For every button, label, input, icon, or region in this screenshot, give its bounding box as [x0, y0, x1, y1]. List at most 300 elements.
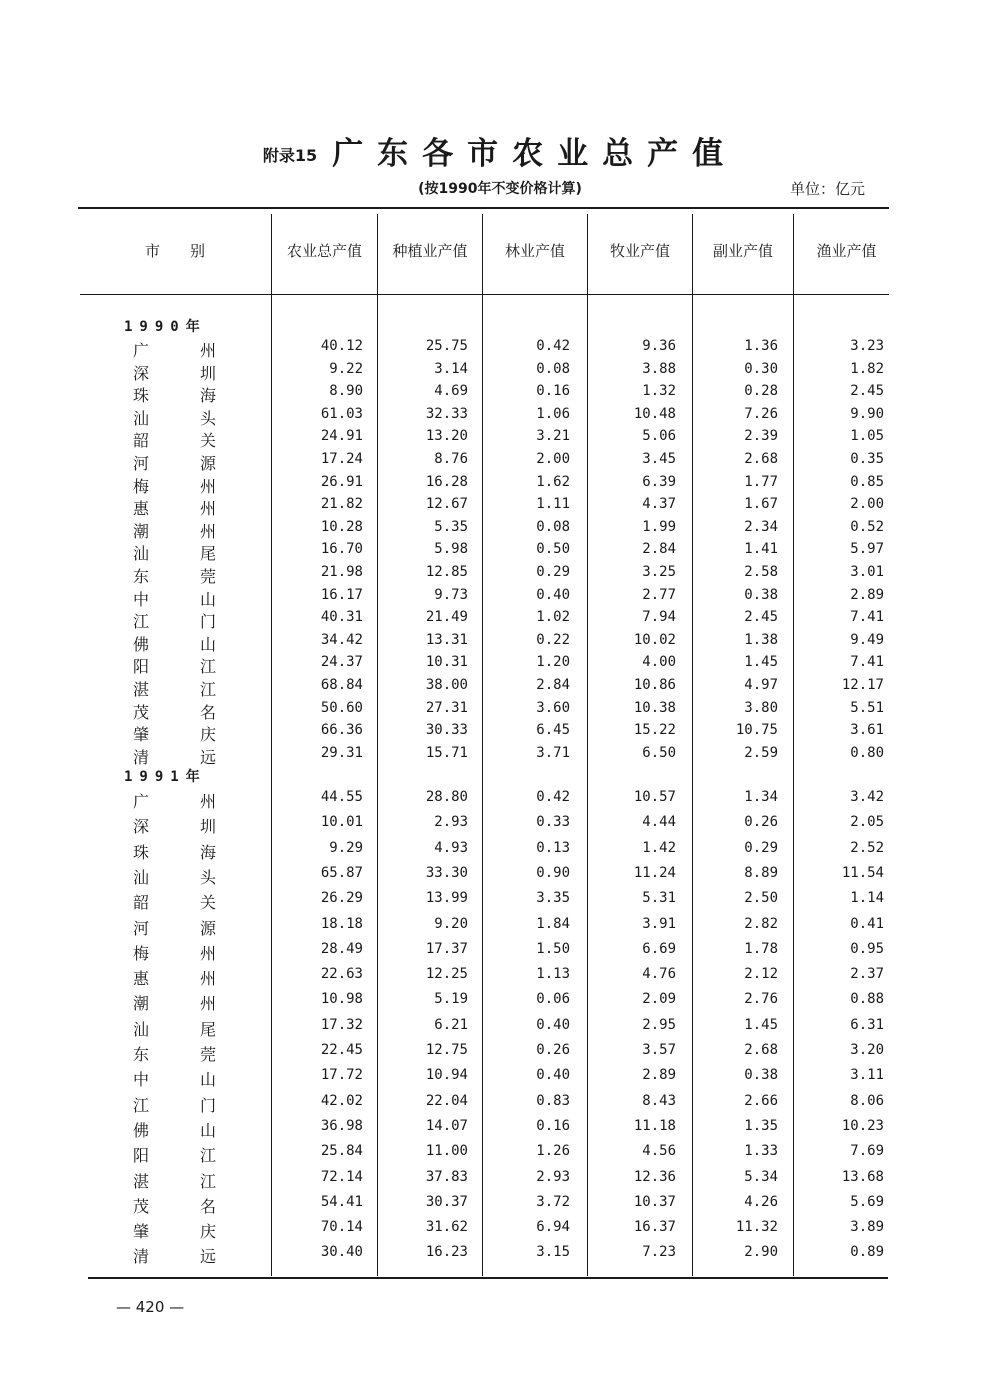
city-name-part: 关	[200, 431, 217, 450]
table-cell: 3.88	[642, 361, 676, 377]
table-cell: 0.83	[536, 1093, 570, 1109]
table-row	[0, 451, 1000, 473]
city-name-part: 梅	[133, 477, 150, 496]
table-row	[0, 700, 1000, 722]
table-cell: 2.84	[642, 541, 676, 557]
table-cell: 11.18	[633, 1118, 676, 1134]
table-cell: 0.30	[744, 361, 778, 377]
page-title	[0, 128, 1000, 173]
city-name-part: 湛	[133, 680, 150, 699]
table-row	[0, 814, 1000, 836]
table-cell: 1.14	[850, 890, 884, 906]
table-cell: 2.89	[850, 587, 884, 603]
table-cell: 11.54	[841, 865, 884, 881]
table-cell: 1.20	[536, 654, 570, 670]
table-cell: 12.75	[425, 1042, 468, 1058]
city-name-part: 茂	[133, 703, 150, 722]
table-cell: 6.39	[642, 474, 676, 490]
city-name-part: 州	[200, 477, 217, 496]
table-cell: 30.40	[320, 1244, 363, 1260]
year-heading: 1991年	[124, 769, 207, 785]
table-cell: 3.91	[642, 916, 676, 932]
table-row	[0, 1244, 1000, 1266]
city-name-part: 梅	[133, 944, 150, 963]
table-cell: 3.35	[536, 890, 570, 906]
table-cell: 0.16	[536, 1118, 570, 1134]
table-row	[0, 1118, 1000, 1140]
city-name-part: 广	[133, 341, 150, 360]
table-cell: 7.26	[744, 406, 778, 422]
city-name-part: 汕	[133, 868, 150, 887]
city-name-part: 潮	[133, 994, 150, 1013]
table-cell: 4.56	[642, 1143, 676, 1159]
city-name-part: 韶	[133, 431, 150, 450]
table-cell: 0.28	[744, 383, 778, 399]
city-name-part: 潮	[133, 522, 150, 541]
table-cell: 1.34	[744, 789, 778, 805]
table-cell: 0.35	[850, 451, 884, 467]
table-cell: 72.14	[320, 1169, 363, 1185]
table-cell: 2.39	[744, 428, 778, 444]
table-cell: 12.36	[633, 1169, 676, 1185]
table-cell: 42.02	[320, 1093, 363, 1109]
table-cell: 6.45	[536, 722, 570, 738]
table-cell: 5.51	[850, 700, 884, 716]
table-cell: 0.85	[850, 474, 884, 490]
table-cell: 3.71	[536, 745, 570, 761]
table-row	[0, 654, 1000, 676]
city-name-part: 肇	[133, 725, 150, 744]
table-cell: 28.80	[425, 789, 468, 805]
table-row	[0, 1017, 1000, 1039]
table-cell: 2.66	[744, 1093, 778, 1109]
top-rule	[78, 207, 889, 209]
table-cell: 29.31	[320, 745, 363, 761]
table-cell: 1.82	[850, 361, 884, 377]
table-cell: 0.40	[536, 587, 570, 603]
table-cell: 5.34	[744, 1169, 778, 1185]
city-name-part: 莞	[200, 567, 217, 586]
city-name-part: 头	[200, 868, 217, 887]
table-cell: 9.73	[434, 587, 468, 603]
table-cell: 8.90	[329, 383, 363, 399]
table-cell: 21.49	[425, 609, 468, 625]
city-name-part: 江	[200, 1146, 217, 1165]
table-row	[0, 1219, 1000, 1241]
city-name-part: 源	[200, 454, 217, 473]
table-cell: 3.21	[536, 428, 570, 444]
table-cell: 0.80	[850, 745, 884, 761]
table-row	[0, 991, 1000, 1013]
table-cell: 68.84	[320, 677, 363, 693]
city-name-part: 莞	[200, 1045, 217, 1064]
table-cell: 65.87	[320, 865, 363, 881]
table-cell: 0.38	[744, 1067, 778, 1083]
table-row	[0, 1169, 1000, 1191]
table-cell: 11.32	[735, 1219, 778, 1235]
city-name-part: 源	[200, 919, 217, 938]
column-header-city: 市 别	[144, 242, 205, 260]
table-cell: 5.06	[642, 428, 676, 444]
city-name-part: 州	[200, 994, 217, 1013]
table-row	[0, 890, 1000, 912]
table-cell: 1.11	[536, 496, 570, 512]
table-cell: 0.16	[536, 383, 570, 399]
table-cell: 10.98	[320, 991, 363, 1007]
table-cell: 0.29	[536, 564, 570, 580]
table-cell: 66.36	[320, 722, 363, 738]
table-cell: 1.78	[744, 941, 778, 957]
city-name-part: 惠	[133, 969, 150, 988]
city-name-part: 河	[133, 454, 150, 473]
table-cell: 3.60	[536, 700, 570, 716]
table-cell: 5.19	[434, 991, 468, 1007]
table-cell: 2.93	[434, 814, 468, 830]
table-cell: 1.13	[536, 966, 570, 982]
city-name-part: 海	[200, 843, 217, 862]
city-name-part: 河	[133, 919, 150, 938]
column-header-forestry: 林业产值	[504, 242, 565, 260]
table-cell: 3.23	[850, 338, 884, 354]
city-name-part: 汕	[133, 1020, 150, 1039]
table-row	[0, 1042, 1000, 1064]
table-cell: 40.31	[320, 609, 363, 625]
table-cell: 38.00	[425, 677, 468, 693]
city-name-part: 州	[200, 499, 217, 518]
table-cell: 0.29	[744, 840, 778, 856]
table-cell: 4.69	[434, 383, 468, 399]
table-cell: 33.30	[425, 865, 468, 881]
unit-label: 单位：亿元	[790, 180, 866, 198]
table-cell: 2.59	[744, 745, 778, 761]
table-row	[0, 840, 1000, 862]
table-cell: 7.94	[642, 609, 676, 625]
city-name-part: 名	[200, 1197, 217, 1216]
city-name-part: 门	[200, 612, 217, 631]
table-cell: 14.07	[425, 1118, 468, 1134]
city-name-part: 江	[133, 612, 150, 631]
table-cell: 3.01	[850, 564, 884, 580]
city-name-part: 广	[133, 792, 150, 811]
table-row	[0, 632, 1000, 654]
table-cell: 3.11	[850, 1067, 884, 1083]
table-cell: 1.62	[536, 474, 570, 490]
table-cell: 32.33	[425, 406, 468, 422]
city-name-part: 佛	[133, 1121, 150, 1140]
table-cell: 13.68	[841, 1169, 884, 1185]
table-cell: 34.42	[320, 632, 363, 648]
table-cell: 1.38	[744, 632, 778, 648]
city-name-part: 庆	[200, 725, 217, 744]
table-cell: 3.14	[434, 361, 468, 377]
table-cell: 2.45	[744, 609, 778, 625]
table-subtitle: (按1990年不变价格计算)	[418, 181, 582, 197]
table-row	[0, 383, 1000, 405]
table-cell: 0.06	[536, 991, 570, 1007]
table-cell: 2.90	[744, 1244, 778, 1260]
header-rule	[80, 294, 889, 295]
table-cell: 70.14	[320, 1219, 363, 1235]
city-name-part: 中	[133, 590, 150, 609]
table-cell: 12.85	[425, 564, 468, 580]
city-name-part: 州	[200, 792, 217, 811]
table-row	[0, 541, 1000, 563]
table-cell: 0.13	[536, 840, 570, 856]
table-cell: 5.31	[642, 890, 676, 906]
city-name-part: 深	[133, 817, 150, 836]
table-cell: 25.84	[320, 1143, 363, 1159]
table-cell: 10.57	[633, 789, 676, 805]
table-cell: 24.37	[320, 654, 363, 670]
table-cell: 10.31	[425, 654, 468, 670]
table-row	[0, 916, 1000, 938]
table-cell: 4.26	[744, 1194, 778, 1210]
city-name-part: 庆	[200, 1222, 217, 1241]
table-cell: 0.40	[536, 1067, 570, 1083]
table-cell: 0.26	[536, 1042, 570, 1058]
city-name-part: 江	[200, 657, 217, 676]
bottom-rule	[88, 1277, 888, 1279]
city-name-part: 珠	[133, 386, 150, 405]
table-row	[0, 745, 1000, 767]
table-cell: 5.35	[434, 519, 468, 535]
table-cell: 8.43	[642, 1093, 676, 1109]
column-header-sideline: 副业产值	[712, 242, 773, 260]
city-name-part: 关	[200, 893, 217, 912]
table-cell: 6.69	[642, 941, 676, 957]
city-name-part: 圳	[200, 364, 217, 383]
table-cell: 2.95	[642, 1017, 676, 1033]
table-row	[0, 1067, 1000, 1089]
table-cell: 8.76	[434, 451, 468, 467]
table-cell: 0.42	[536, 338, 570, 354]
column-header-crop: 种植业产值	[392, 242, 468, 260]
table-row	[0, 496, 1000, 518]
city-name-part: 江	[200, 680, 217, 699]
table-cell: 9.36	[642, 338, 676, 354]
table-cell: 17.72	[320, 1067, 363, 1083]
city-name-part: 山	[200, 590, 217, 609]
table-cell: 0.08	[536, 519, 570, 535]
table-cell: 10.01	[320, 814, 363, 830]
table-cell: 1.77	[744, 474, 778, 490]
table-cell: 15.71	[425, 745, 468, 761]
table-cell: 31.62	[425, 1219, 468, 1235]
table-cell: 2.45	[850, 383, 884, 399]
table-cell: 2.12	[744, 966, 778, 982]
table-cell: 3.72	[536, 1194, 570, 1210]
city-name-part: 州	[200, 522, 217, 541]
table-cell: 0.42	[536, 789, 570, 805]
table-cell: 1.36	[744, 338, 778, 354]
city-name-part: 头	[200, 409, 217, 428]
table-cell: 17.37	[425, 941, 468, 957]
table-cell: 7.41	[850, 654, 884, 670]
table-cell: 25.75	[425, 338, 468, 354]
table-row	[0, 966, 1000, 988]
table-cell: 3.15	[536, 1244, 570, 1260]
table-cell: 2.52	[850, 840, 884, 856]
table-cell: 7.41	[850, 609, 884, 625]
table-cell: 0.52	[850, 519, 884, 535]
table-cell: 10.37	[633, 1194, 676, 1210]
table-cell: 2.68	[744, 451, 778, 467]
table-row	[0, 677, 1000, 699]
city-name-part: 远	[200, 1247, 217, 1266]
table-cell: 12.25	[425, 966, 468, 982]
table-cell: 1.42	[642, 840, 676, 856]
table-cell: 0.26	[744, 814, 778, 830]
table-cell: 28.49	[320, 941, 363, 957]
page-number: — 420 —	[116, 1298, 185, 1316]
table-cell: 1.05	[850, 428, 884, 444]
table-cell: 0.89	[850, 1244, 884, 1260]
table-cell: 7.69	[850, 1143, 884, 1159]
table-row	[0, 609, 1000, 631]
table-row	[0, 941, 1000, 963]
table-cell: 8.89	[744, 865, 778, 881]
table-cell: 0.88	[850, 991, 884, 1007]
table-cell: 27.31	[425, 700, 468, 716]
table-cell: 2.58	[744, 564, 778, 580]
table-cell: 24.91	[320, 428, 363, 444]
table-cell: 1.33	[744, 1143, 778, 1159]
table-cell: 2.37	[850, 966, 884, 982]
table-cell: 1.84	[536, 916, 570, 932]
table-cell: 0.40	[536, 1017, 570, 1033]
table-cell: 0.33	[536, 814, 570, 830]
city-name-part: 远	[200, 748, 217, 767]
table-cell: 2.34	[744, 519, 778, 535]
table-cell: 10.94	[425, 1067, 468, 1083]
table-cell: 12.17	[841, 677, 884, 693]
table-row	[0, 722, 1000, 744]
city-name-part: 阳	[133, 657, 150, 676]
city-name-part: 门	[200, 1096, 217, 1115]
table-row	[0, 406, 1000, 428]
table-cell: 0.95	[850, 941, 884, 957]
table-cell: 10.75	[735, 722, 778, 738]
table-cell: 2.93	[536, 1169, 570, 1185]
table-cell: 1.45	[744, 1017, 778, 1033]
table-cell: 11.00	[425, 1143, 468, 1159]
table-row	[0, 865, 1000, 887]
table-cell: 26.29	[320, 890, 363, 906]
city-name-part: 深	[133, 364, 150, 383]
table-cell: 3.61	[850, 722, 884, 738]
table-cell: 12.67	[425, 496, 468, 512]
table-cell: 1.67	[744, 496, 778, 512]
table-cell: 1.41	[744, 541, 778, 557]
city-name-part: 江	[133, 1096, 150, 1115]
table-cell: 30.37	[425, 1194, 468, 1210]
table-cell: 4.00	[642, 654, 676, 670]
table-cell: 2.68	[744, 1042, 778, 1058]
table-cell: 2.89	[642, 1067, 676, 1083]
table-cell: 16.17	[320, 587, 363, 603]
table-cell: 10.28	[320, 519, 363, 535]
column-header-total: 农业总产值	[286, 242, 362, 260]
table-cell: 3.89	[850, 1219, 884, 1235]
table-cell: 2.82	[744, 916, 778, 932]
table-cell: 3.20	[850, 1042, 884, 1058]
table-cell: 2.84	[536, 677, 570, 693]
city-name-part: 名	[200, 703, 217, 722]
table-cell: 2.00	[850, 496, 884, 512]
table-cell: 3.80	[744, 700, 778, 716]
table-cell: 16.37	[633, 1219, 676, 1235]
table-cell: 13.31	[425, 632, 468, 648]
table-cell: 13.99	[425, 890, 468, 906]
table-cell: 4.37	[642, 496, 676, 512]
table-cell: 9.20	[434, 916, 468, 932]
table-cell: 16.70	[320, 541, 363, 557]
table-cell: 6.21	[434, 1017, 468, 1033]
table-cell: 22.04	[425, 1093, 468, 1109]
table-row	[0, 789, 1000, 811]
table-cell: 6.94	[536, 1219, 570, 1235]
table-title: 广东各市农业总产值	[332, 136, 738, 172]
table-cell: 1.45	[744, 654, 778, 670]
table-cell: 44.55	[320, 789, 363, 805]
table-row	[0, 564, 1000, 586]
table-cell: 3.25	[642, 564, 676, 580]
table-cell: 6.31	[850, 1017, 884, 1033]
table-cell: 2.05	[850, 814, 884, 830]
table-cell: 37.83	[425, 1169, 468, 1185]
table-cell: 0.41	[850, 916, 884, 932]
table-cell: 10.23	[841, 1118, 884, 1134]
table-cell: 1.35	[744, 1118, 778, 1134]
table-cell: 1.32	[642, 383, 676, 399]
table-cell: 2.09	[642, 991, 676, 1007]
table-cell: 9.29	[329, 840, 363, 856]
table-row	[0, 1093, 1000, 1115]
table-cell: 1.06	[536, 406, 570, 422]
city-name-part: 州	[200, 969, 217, 988]
city-name-part: 江	[200, 1172, 217, 1191]
table-cell: 5.98	[434, 541, 468, 557]
table-row	[0, 1194, 1000, 1216]
column-header-livestock: 牧业产值	[609, 242, 670, 260]
table-cell: 10.02	[633, 632, 676, 648]
city-name-part: 佛	[133, 635, 150, 654]
table-cell: 3.45	[642, 451, 676, 467]
city-name-part: 清	[133, 748, 150, 767]
city-name-part: 汕	[133, 409, 150, 428]
table-cell: 18.18	[320, 916, 363, 932]
table-cell: 1.02	[536, 609, 570, 625]
table-row	[0, 428, 1000, 450]
table-cell: 36.98	[320, 1118, 363, 1134]
city-name-part: 肇	[133, 1222, 150, 1241]
table-cell: 4.76	[642, 966, 676, 982]
table-cell: 4.44	[642, 814, 676, 830]
table-cell: 5.97	[850, 541, 884, 557]
table-cell: 6.50	[642, 745, 676, 761]
table-cell: 22.45	[320, 1042, 363, 1058]
table-cell: 0.22	[536, 632, 570, 648]
table-cell: 0.38	[744, 587, 778, 603]
table-cell: 22.63	[320, 966, 363, 982]
table-cell: 1.50	[536, 941, 570, 957]
table-cell: 1.99	[642, 519, 676, 535]
table-cell: 3.57	[642, 1042, 676, 1058]
city-name-part: 清	[133, 1247, 150, 1266]
city-name-part: 阳	[133, 1146, 150, 1165]
table-cell: 54.41	[320, 1194, 363, 1210]
table-cell: 10.38	[633, 700, 676, 716]
